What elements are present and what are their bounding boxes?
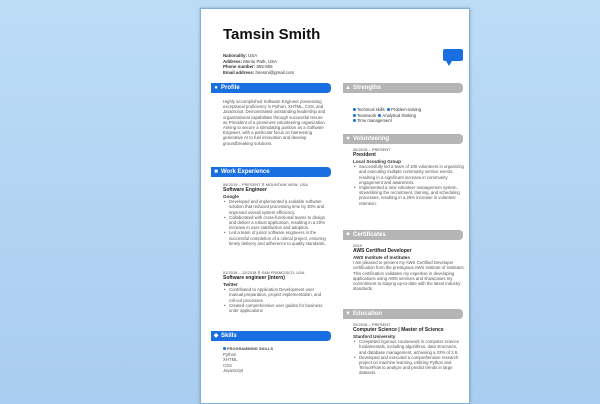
strengths-icon: ▲ <box>345 85 351 91</box>
skills-group-label: PROGRAMMING SKILLS <box>227 347 274 351</box>
job-bullets <box>223 287 327 313</box>
skills-section-header <box>211 331 331 341</box>
certificates-section-header <box>343 230 463 240</box>
education-bullets <box>353 339 465 375</box>
strengths-title: Strengths <box>353 85 382 91</box>
education-title: Education <box>353 311 383 317</box>
skills-list <box>223 347 327 373</box>
education-meta: 09/2016 – PRESENT <box>353 323 391 327</box>
work-title: Work Experience <box>221 169 270 175</box>
email-label: Email address: <box>223 69 255 75</box>
job-org: Twitter <box>223 281 238 287</box>
address-value: Menlo Park, USA <box>243 58 277 64</box>
certificate-name: AWS Certified Developer <box>353 248 412 255</box>
certificate-text: I am pleased to present my AWS Certified Developer certification from the prestigious AWS Institute of Institutes. This certification validates my expertise in developing applications using AWS services and showcases my commitment to staying up-to-date with the latest industry standards. <box>353 260 465 292</box>
skills-icon: ◆ <box>213 333 219 339</box>
volunteering-role: President <box>353 152 376 159</box>
strength-item <box>353 107 385 112</box>
certificates-title: Certificates <box>353 232 386 238</box>
job-google <box>223 183 327 246</box>
bullet-dot <box>353 119 356 122</box>
strengths-section-header <box>343 83 463 93</box>
education-entry <box>353 323 465 376</box>
job-bullet: • Contributed to Application Development user manual preparation, project implementation, and roll-out processes <box>223 287 327 303</box>
phone-label: Phone number: <box>223 64 256 70</box>
profile-title: Profile <box>221 85 240 91</box>
bullet-dot <box>353 108 356 111</box>
education-degree: Computer Science | Master of Science <box>353 327 444 334</box>
resume-sheet <box>200 8 470 404</box>
volunteering-section-header <box>343 134 463 144</box>
strength-label: Teamwork <box>357 112 377 118</box>
education-section-header <box>343 309 463 319</box>
job-bullet: • Led a team of junior software engineers in the successful completion of a critical project, ensuring timely delivery and adherence to quality standards. <box>223 230 327 246</box>
briefcase-icon: ■ <box>214 169 218 175</box>
strength-item <box>378 113 416 118</box>
job-role: Software engineer (intern) <box>223 275 285 282</box>
strength-item <box>353 113 376 118</box>
bullet-dot <box>353 114 356 117</box>
volunteering-org: Local Scouting Group <box>353 158 401 164</box>
job-bullet: • Developed and implemented a scalable software solution that reduced processing time by 30% and improved overall system efficiency. <box>223 199 327 215</box>
strengths-list <box>353 107 465 124</box>
phone-value: 555-555 <box>256 64 273 70</box>
skill-item: CSS <box>223 362 232 368</box>
strength-item <box>387 107 421 112</box>
skill-item: XHTML <box>223 357 238 363</box>
chat-bubble-icon[interactable] <box>443 49 463 61</box>
skill-item: JavaScript <box>223 367 244 373</box>
job-meta: 01/2018 – 12/2018 ⚲ SAN FRANCISCO, USA <box>223 271 305 275</box>
education-bullet: • Developed and executed a comprehensive research project on machine learning, utilizing Python and TensorFlow to analyze and predict trends in large datasets. <box>353 355 465 376</box>
job-bullet: • Created comprehensive user guides for business units' applications <box>223 303 327 313</box>
certificate-issuer: AWS Institute of Institutes <box>353 254 410 260</box>
certificate-entry <box>353 244 465 291</box>
certificate-meta: 2019 <box>353 244 362 248</box>
profile-icon: ● <box>214 85 218 91</box>
education-bullet: • Completed rigorous coursework in computer science fundamentals, including algorithms, data structures, and database management, achieving a GPA of 3.8. <box>353 339 465 355</box>
volunteering-bullet: • Successfully led a team of 100 volunteers in organizing and executing multiple community service events, resulting in a significant increase in community engagement and awareness. <box>353 164 465 185</box>
graduation-cap-icon: ▼ <box>345 311 351 317</box>
certificate-icon: ✦ <box>345 232 351 238</box>
volunteering-bullets <box>353 164 465 206</box>
email-value: hiresmi@gmail.com <box>255 69 295 75</box>
nationality-value: USA <box>248 53 258 58</box>
job-org: Google <box>223 193 239 199</box>
work-section-header <box>211 167 331 177</box>
volunteering-bullet: • Implemented a new volunteer management system, streamlining the recruitment, training, and scheduling processes, resulting in a 25% increase in volunteer retention. <box>353 185 465 206</box>
bullet-dot <box>378 114 381 117</box>
candidate-name: Tamsin Smith <box>223 26 321 43</box>
address-label: Address: <box>223 58 243 64</box>
profile-text: Highly accomplished Software Engineer possessing exceptional proficiency in Python, XHTML, CSS, and JavaScript. Demonstrated outstanding leadership and organizational capabilities through successful tenure as President of a prominent volunteering organization. Aiming to secure a stimulating position as a Software Engineer, with a particular focus on harnessing generative AI to fuel innovation and develop groundbreaking solutions. <box>223 99 326 146</box>
profile-section-header <box>211 83 331 93</box>
job-meta: 06/2019 – PRESENT ⚲ MOUNTAIN VIEW, USA <box>223 183 308 187</box>
heart-icon: ♥ <box>346 136 350 142</box>
strength-label: Time management <box>357 118 392 124</box>
job-bullets <box>223 199 327 246</box>
skills-title: Skills <box>221 333 237 339</box>
strength-item <box>353 118 392 123</box>
strength-label: Technical skills <box>357 107 385 112</box>
contact-info <box>223 53 294 75</box>
bullet-dot <box>387 108 390 111</box>
strength-label: Problem-solving <box>391 107 422 112</box>
job-bullet: • Collaborated with cross-functional teams to design and deliver a robust application, resulting in a 20% increase in user satisfaction and adoption. <box>223 215 327 231</box>
job-twitter <box>223 271 327 313</box>
skill-item: Python <box>223 352 237 358</box>
job-role: Software Engineer <box>223 187 267 194</box>
volunteering-meta: 06/2018 – PRESENT <box>353 148 391 152</box>
education-school: Stanford University <box>353 333 396 339</box>
email-row <box>223 70 294 76</box>
strength-label: Analytical thinking <box>382 112 416 118</box>
volunteering-title: Volunteering <box>353 136 390 142</box>
bullet-dot <box>223 347 226 350</box>
nationality-label: Nationality: <box>223 53 247 58</box>
volunteering-entry <box>353 148 465 206</box>
